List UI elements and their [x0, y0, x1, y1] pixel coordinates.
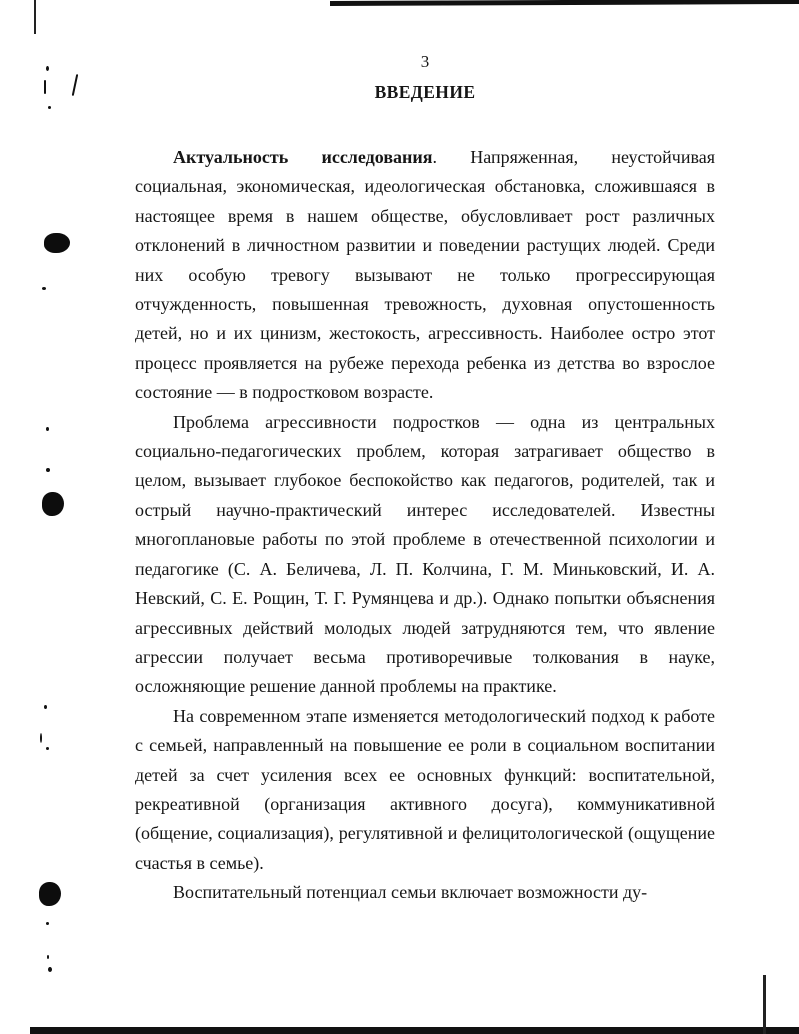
- scan-speck: [46, 427, 49, 431]
- scan-right-edge: [763, 975, 766, 1034]
- scan-bottom-edge: [30, 1027, 799, 1034]
- scan-speck: [48, 106, 51, 109]
- page-title: ВВЕДЕНИЕ: [374, 82, 476, 102]
- scan-speck: [47, 955, 49, 959]
- punch-hole-mark: [39, 882, 61, 906]
- scan-speck: [46, 468, 50, 472]
- body-text: [135, 143, 715, 908]
- scan-top-edge: [0, 0, 799, 8]
- punch-hole-mark: [44, 233, 70, 253]
- page-number: 3: [420, 52, 430, 71]
- paragraph: Проблема агрессивности подростков — одна из центральных социально-педагогических проблем, которая затрагивает общество в целом, вызывает глубокое беспокойство как педагогов, родителей, так и острый научно-практический интерес исследователей. Известны многоплановые работы по этой проблеме в отечественной психологии и педагогике (С. А. Беличева, Л. П. Колчина, Г. М. Миньковский, И. А. Невский, С. Е. Рощин, Т. Г. Румянцева и др.). Однако попытки объяснения агрессивных действий молодых людей затрудняются тем, что явление агрессии получает весьма противоречивые толкования в науке, осложняющие решение данной проблемы на практике.: [135, 411, 715, 697]
- scan-left-mark: [34, 0, 36, 34]
- paragraph: Воспитательный потенциал семьи включает возможности ду-: [173, 882, 648, 903]
- paragraph: [135, 143, 715, 408]
- scan-speck: [46, 747, 49, 750]
- scan-speck: [42, 287, 46, 290]
- paragraph-text: . Напряженная, неустойчивая социальная, экономическая, идеологическая обстановка, сложившаяся в настоящее время в нашем обществе, обусловливает рост различных отклонений в личностном развитии и поведении растущих людей. Среди них особую тревогу вызывают не только прогрессирующая отчужденность, повышенная тревожность, духовная опустошенность детей, но и их цинизм, жестокость, агрессивность. Наиболее остро этот процесс проявляется на рубеже перехода ребенка из детства во взрослое состояние — в подростковом возрасте.: [135, 147, 716, 403]
- scan-speck: [48, 967, 52, 972]
- scan-speck: [44, 705, 47, 709]
- scan-speck: [46, 922, 49, 925]
- scan-speck: [46, 66, 49, 71]
- paragraph-lead: Актуальность исследования: [173, 147, 433, 167]
- scan-speck: [44, 80, 46, 94]
- punch-hole-mark: [42, 492, 64, 516]
- scan-speck: [40, 733, 42, 743]
- scan-speck: [72, 74, 79, 96]
- paragraph: На современном этапе изменяется методологический подход к работе с семьей, направленный на повышение ее роли в социальном воспитании детей за счет усиления всех ее основных функций: воспитательной, рекреативной (организация активного досуга), коммуникативной (общение, социализация), регулятивной и фелицитологической (ощущение счастья в семье).: [135, 705, 715, 873]
